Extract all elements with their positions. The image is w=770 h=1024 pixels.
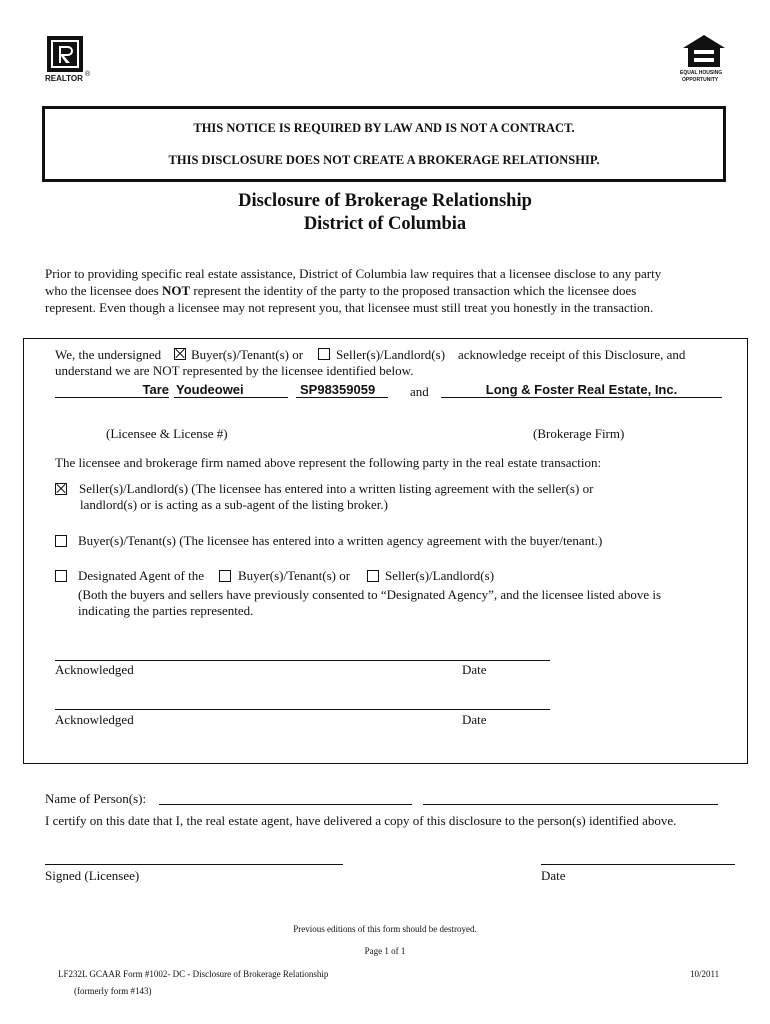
designated-seller-label: Seller(s)/Landlord(s) — [385, 568, 495, 583]
designated-seller-checkbox[interactable] — [367, 570, 379, 582]
name-of-persons-line-2[interactable] — [423, 804, 718, 805]
realtor-registered-mark: ® — [85, 71, 91, 78]
form-identifier: LF232L GCAAR Form #1002- DC - Disclosure of Brokerage Relationship — [58, 969, 329, 979]
notice-line-1: THIS NOTICE IS REQUIRED BY LAW AND IS NOT A CONTRACT. — [193, 121, 575, 135]
signed-date-line[interactable] — [541, 864, 735, 865]
intro-line-2 — [45, 282, 745, 299]
represent-statement: The licensee and brokerage firm named above represent the following party in the real estate transaction: — [55, 455, 602, 470]
licensee-first-name-line — [55, 397, 169, 398]
realtor-logo — [45, 36, 105, 86]
signed-licensee-line[interactable] — [45, 864, 343, 865]
designated-option-line-2: (Both the buyers and sellers have previously consented to “Designated Agency”, and the licensee listed above is — [78, 587, 662, 602]
intro-paragraph — [45, 265, 745, 316]
realtor-r-icon — [47, 36, 83, 72]
acknowledged-signature-line-1[interactable] — [55, 660, 550, 661]
brokerage-firm-label: (Brokerage Firm) — [533, 426, 625, 441]
page-number: Page 1 of 1 — [364, 946, 406, 956]
signed-date-label: Date — [541, 868, 566, 883]
licensee-first-name[interactable]: Tare — [142, 382, 169, 397]
seller-option-line-2: landlord(s) or is acting as a sub-agent of the listing broker.) — [80, 497, 388, 512]
licensee-and-text: and — [410, 384, 429, 399]
designated-agent-checkbox[interactable] — [55, 570, 67, 582]
intro-not-emphasis: NOT — [161, 283, 191, 298]
ack-receipt-text: acknowledge receipt of this Disclosure, and — [458, 347, 686, 362]
designated-option-line-3: indicating the parties represented. — [78, 603, 254, 618]
designated-agent-prefix: Designated Agent of the — [78, 568, 204, 583]
license-number-line — [296, 397, 388, 398]
ack-buyer-label: Buyer(s)/Tenant(s) or — [191, 347, 304, 362]
notice-box — [42, 106, 726, 182]
intro-line-3: represent. Even though a licensee may not represent you, that licensee must still treat you honestly in the transaction. — [45, 300, 654, 315]
licensee-last-name[interactable]: Youdeowei — [176, 382, 244, 397]
acknowledged-signature-line-2[interactable] — [55, 709, 550, 710]
we-undersigned-text: We, the undersigned — [55, 347, 162, 362]
notice-line-2: THIS DISCLOSURE DOES NOT CREATE A BROKERAGE RELATIONSHIP. — [168, 153, 600, 167]
acknowledged-date-label-2: Date — [462, 712, 487, 727]
document-title: Disclosure of Brokerage Relationship — [238, 191, 532, 211]
intro-line-2-pre: who the licensee does — [45, 283, 162, 298]
seller-landlord-checkbox[interactable] — [55, 483, 67, 495]
brokerage-firm-name[interactable]: Long & Foster Real Estate, Inc. — [485, 382, 678, 397]
name-of-persons-line-1[interactable] — [159, 804, 412, 805]
designated-buyer-label: Buyer(s)/Tenant(s) or — [238, 568, 351, 583]
acknowledged-label-2: Acknowledged — [55, 712, 134, 727]
equal-housing-house-icon — [682, 34, 726, 68]
intro-line-1: Prior to providing specific real estate assistance, District of Columbia law requires that a licensee disclose to any party — [45, 266, 662, 281]
ack-line-2: understand we are NOT represented by the licensee identified below. — [55, 363, 414, 378]
certify-statement: I certify on this date that I, the real estate agent, have delivered a copy of this disclosure to the person(s) identified above. — [45, 813, 677, 828]
acknowledged-label-1: Acknowledged — [55, 662, 134, 677]
intro-line-2-post: represent the identity of the party to the proposed transaction which the licensee does — [190, 283, 637, 298]
brokerage-firm-line — [441, 397, 722, 398]
ack-seller-label: Seller(s)/Landlord(s) — [336, 347, 446, 362]
seller-option-line-1: Seller(s)/Landlord(s) (The licensee has entered into a written listing agreement with the seller(s) or — [79, 481, 594, 496]
buyer-tenant-checkbox[interactable] — [55, 535, 67, 547]
eho-line-2: OPPORTUNITY — [682, 77, 719, 83]
name-of-persons-label: Name of Person(s): — [45, 791, 147, 806]
licensee-license-label: (Licensee & License #) — [106, 426, 228, 441]
signed-licensee-label: Signed (Licensee) — [45, 868, 140, 883]
formerly-form-note: (formerly form #143) — [74, 986, 152, 996]
equal-housing-logo — [680, 34, 728, 88]
acknowledged-date-label-1: Date — [462, 662, 487, 677]
disclosure-form-box — [23, 338, 748, 764]
buyer-option-line-1: Buyer(s)/Tenant(s) (The licensee has entered into a written agency agreement with the buyer/tenant.) — [78, 533, 603, 548]
designated-buyer-checkbox[interactable] — [219, 570, 231, 582]
form-revision-date: 10/2011 — [690, 969, 720, 979]
document-subtitle: District of Columbia — [303, 214, 467, 234]
previous-editions-note: Previous editions of this form should be destroyed. — [293, 924, 477, 934]
realtor-label: REALTOR — [45, 74, 83, 83]
licensee-last-name-line — [174, 397, 288, 398]
ack-seller-checkbox[interactable] — [318, 348, 330, 360]
ack-buyer-checkbox[interactable] — [174, 348, 186, 360]
license-number[interactable]: SP98359059 — [300, 382, 376, 397]
eho-line-1: EQUAL HOUSING — [680, 70, 723, 76]
